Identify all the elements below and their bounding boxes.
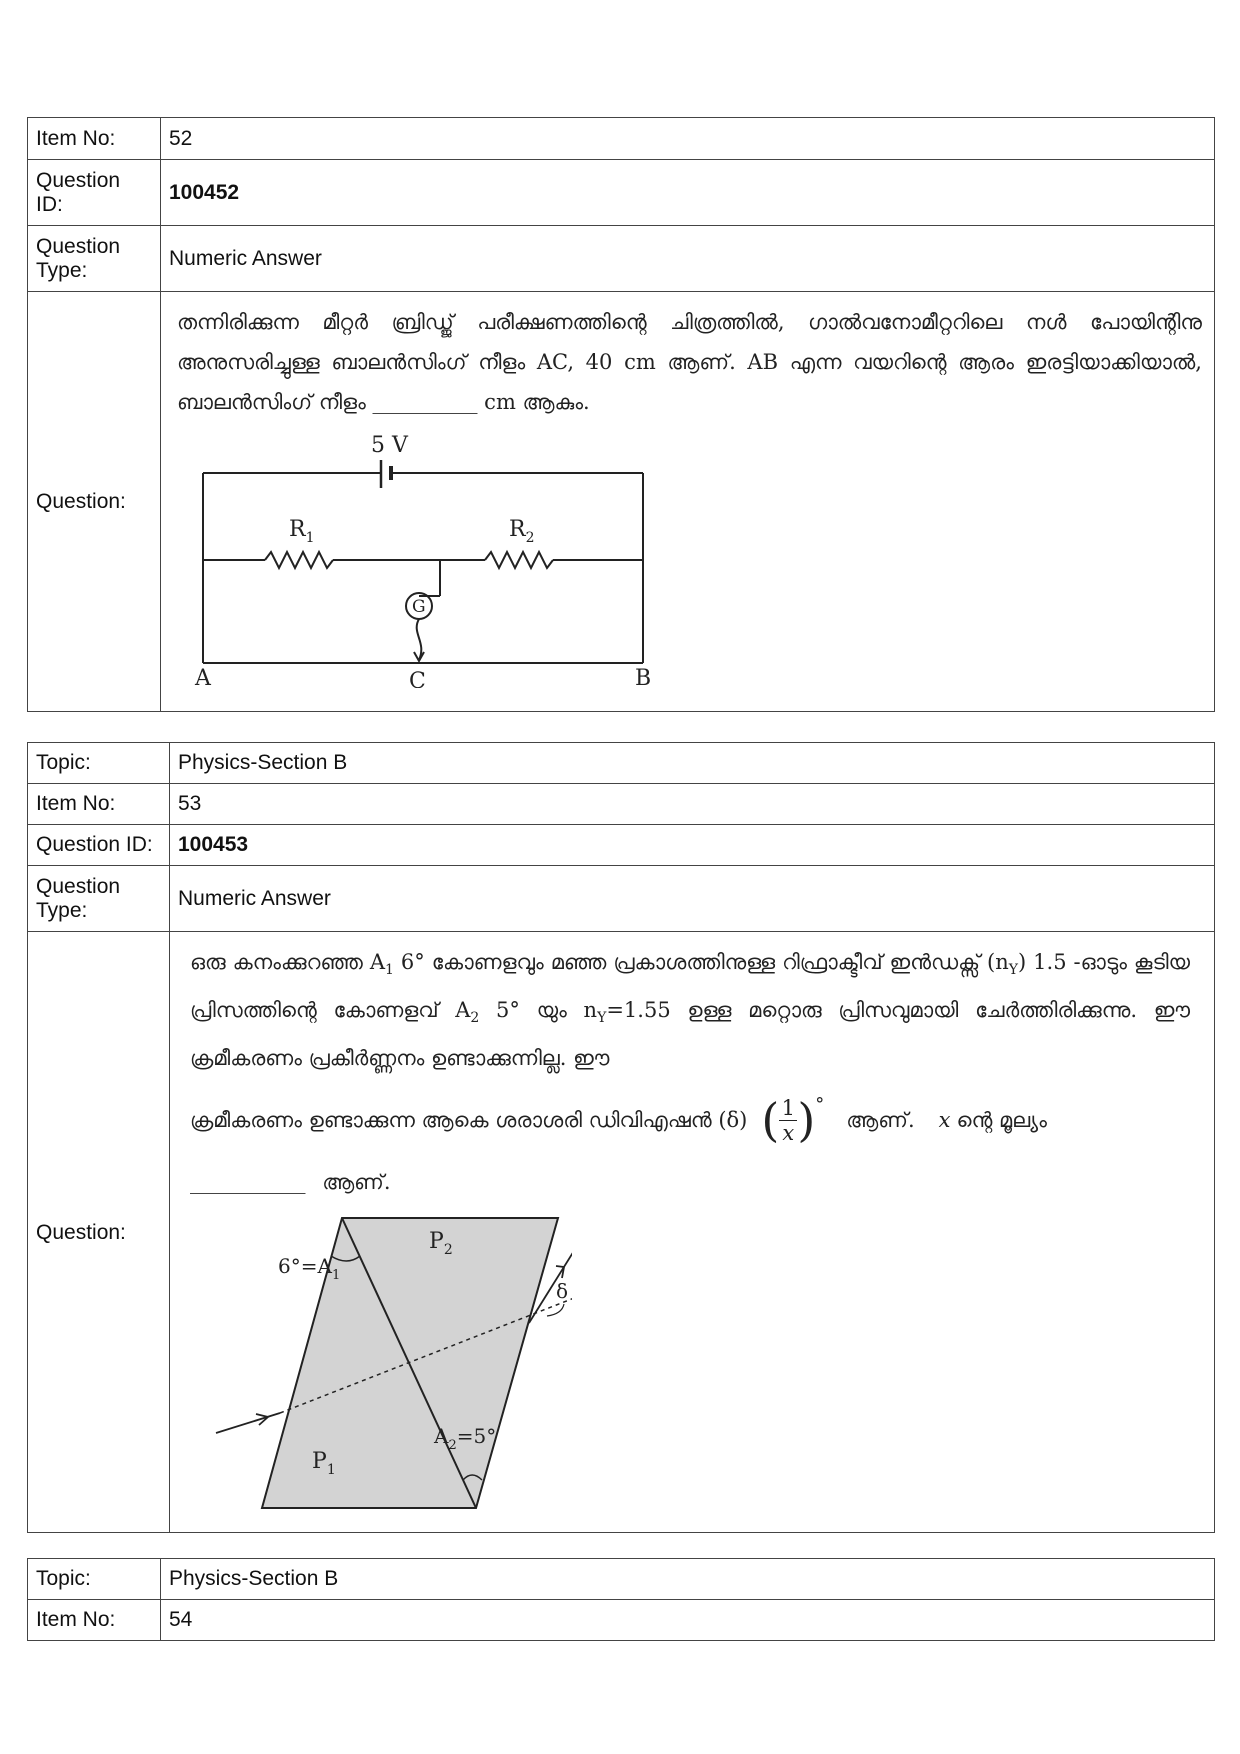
fraction-expression: ( 1 x ) ° (761, 1093, 825, 1148)
r1-label: $R_1$ (289, 517, 315, 546)
galvanometer-label: G (412, 597, 426, 617)
prism-diagram (192, 1208, 572, 1528)
question-table-54 (27, 1558, 1215, 1641)
question-id-label: Question ID: (28, 825, 170, 866)
question-label: Question: (28, 292, 161, 712)
question-id-value (170, 825, 1215, 866)
item-no-label: Item No: (28, 1600, 161, 1641)
topic-value: Physics-Section B (170, 743, 1215, 784)
question-table-53 (27, 742, 1215, 1533)
point-a-label: A (195, 666, 211, 688)
question-label: Question: (28, 932, 170, 1533)
question-cell (170, 932, 1215, 1533)
topic-label: Topic: (28, 1559, 161, 1600)
question-text: തന്നിരിക്കുന്ന മീറ്റർ ബ്രിഡ്ജ് പരീക്ഷണത്തിന്റെ ചിത്രത്തിൽ, ഗാൽവനോമീറ്ററിലെ നൾ പോയിന്റിനു അനുസരിച്ചുള്ള ബാലൻസിംഗ് നീളം AC, 40 cm ആണ്. AB എന്ന വയറിന്റെ ആരം ഇരട്ടിയാക്കിയാൽ, ബാലൻസിംഗ് നീളം __________ cm ആകും. (177, 310, 1202, 414)
p1-label: $P_1$ (312, 1449, 336, 1479)
a2-label: $A_2=5^\circ$ (434, 1424, 497, 1454)
question-type-label: Question Type: (28, 866, 170, 932)
question-table-52 (27, 117, 1215, 712)
item-no-label: Item No: (28, 118, 161, 160)
question-text-line3: ___________ ആണ്. (190, 1170, 391, 1195)
question-text-paragraph: ഒരു കനംക്കുറഞ്ഞ $A_1$ 6° കോണളവും മഞ്ഞ പ്രകാശത്തിനുള്ള റിഫ്രാക്ടീവ് ഇൻഡക്സ് $(n_Y)$ 1.5 -ഓടും കൂടിയ പ്രിസത്തിന്റെ കോണളവ് $A_2$ 5° യും $n_Y=1.55$ ഉള്ള മറ്റൊരു പ്രിസവുമായി ചേർത്തിരിക്കുന്നു. ഈ ക്രമീകരണം പ്രകീർണ്ണനം ഉണ്ടാക്കുന്നില്ല. ഈ (190, 950, 1191, 1071)
delta-label: δ (556, 1279, 569, 1304)
a1-label: $6^\circ=A_1$ (278, 1254, 341, 1284)
question-id-bold: 100453 (178, 833, 249, 856)
voltage-label: 5 V (371, 433, 408, 458)
question-type-value: Numeric Answer (170, 866, 1215, 932)
point-c-label: C (409, 669, 426, 688)
item-no-value: 52 (161, 118, 1215, 160)
topic-value: Physics-Section B (161, 1559, 1215, 1600)
topic-label: Topic: (28, 743, 170, 784)
r2-label: $R_2$ (509, 517, 535, 546)
question-id-bold: 100452 (169, 180, 240, 204)
item-no-value: 53 (170, 784, 1215, 825)
question-id-value (161, 160, 1215, 226)
item-no-label: Item No: (28, 784, 170, 825)
question-type-label: Question Type: (28, 226, 161, 292)
p2-label: $P_2$ (429, 1229, 453, 1259)
meter-bridge-diagram (183, 428, 683, 688)
question-cell (161, 292, 1215, 712)
item-no-value: 54 (161, 1600, 1215, 1641)
question-text-line2: ക്രമീകരണം ഉണ്ടാക്കുന്ന ആകെ ശരാശരി ഡിവിഎഷൻ (δ) ( 1 x ) ° ആണ്. x ന്റെ മൂല്യം (190, 1093, 1047, 1148)
point-b-label: B (635, 666, 652, 688)
question-id-label: Question ID: (28, 160, 161, 226)
question-type-value: Numeric Answer (161, 226, 1215, 292)
